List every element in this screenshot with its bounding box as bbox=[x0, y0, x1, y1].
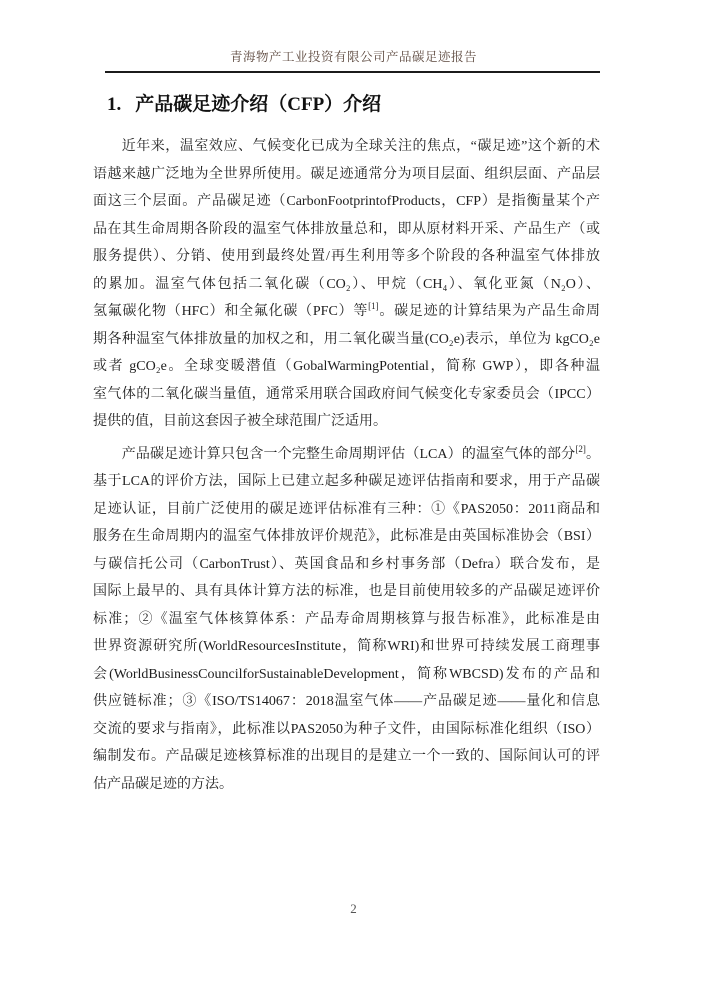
text-line: 足迹认证，目前广泛使用的碳足迹评估标准有三种：①《PAS2050：2011商品和 bbox=[93, 501, 600, 517]
text-line: 会(WorldBusinessCouncilforSustainableDevelopment，简称WBCSD)发布的产品和 bbox=[93, 666, 600, 682]
text-line: 期各种温室气体排放量的加权之和，用二氧化碳当量(CO₂e)表示，单位为 kgCO₂e bbox=[93, 331, 600, 347]
document-body bbox=[93, 133, 600, 798]
text-line: 服务提供）、分销、使用到最终处置/再生利用等多个阶段的各种温室气体排放 bbox=[93, 249, 600, 264]
text-line: 或者 gCO₂e。全球变暖潜值（GobalWarmingPotential，简称 GWP），即各种温 bbox=[93, 359, 600, 374]
text-line: 世界资源研究所(WorldResourcesInstitute，简称WRI)和世界可持续发展工商理事 bbox=[93, 639, 600, 654]
text-segment: 。碳足迹的计算结果为产品生命周 bbox=[378, 304, 600, 319]
text-line: 与碳信托公司（CarbonTrust）、英国食品和乡村事务部（Defra）联合发布，是 bbox=[93, 556, 600, 572]
text-line: 近年来，温室效应、气候变化已成为全球关注的焦点，“碳足迹”这个新的术 bbox=[121, 139, 600, 154]
paragraph-cfp-intro bbox=[93, 133, 600, 436]
page-header-title: 青海物产工业投资有限公司产品碳足迹报告 bbox=[229, 50, 477, 64]
text-line: 面这三个层面。产品碳足迹（CarbonFootprintofProducts，CFP）是指衡量某个产 bbox=[93, 194, 600, 209]
text-line: 供应链标准；③《ISO/TS14067：2018温室气体——产品碳足迹——量化和信息 bbox=[93, 694, 600, 709]
text-line: 国际上最早的、具有具体计算方法的标准，也是目前使用较多的产品碳足迹评价 bbox=[93, 584, 600, 599]
text-line: 编制发布。产品碳足迹核算标准的出现目的是建立一个一致的、国际间认可的评 bbox=[93, 749, 600, 764]
text-line: 提供的值，目前这套因子被全球范围广泛适用。 bbox=[93, 414, 387, 429]
text-segment: 。 bbox=[585, 446, 601, 462]
text-line: 服务在生命周期内的温室气体排放评价规范》，此标准是由英国标准协会（BSI） bbox=[93, 529, 600, 544]
paragraph-cfp-standards bbox=[93, 441, 600, 799]
text-segment: 产品碳足迹计算只包含一个完整生命周期评估（LCA）的温室气体的部分 bbox=[121, 446, 576, 462]
section-number: 1. bbox=[107, 94, 122, 115]
section-heading bbox=[107, 91, 381, 119]
citation-ref-2: [2] bbox=[575, 443, 586, 454]
citation-ref-1: [1] bbox=[368, 301, 379, 311]
text-line: 基于LCA的评价方法，国际上已建立起多种碳足迹评估指南和要求，用于产品碳 bbox=[93, 474, 600, 489]
text-line: 估产品碳足迹的方法。 bbox=[93, 776, 233, 792]
text-line bbox=[93, 298, 600, 326]
section-title: 产品碳足迹介绍（CFP）介绍 bbox=[135, 94, 382, 115]
text-line: 交流的要求与指南》，此标准以PAS2050为种子文件，由国际标准化组织（ISO） bbox=[93, 721, 600, 737]
page-number: 2 bbox=[350, 901, 357, 916]
text-line bbox=[93, 441, 600, 469]
text-line: 品在其生命周期各阶段的温室气体排放量总和，即从原材料开采、产品生产（或 bbox=[93, 221, 600, 237]
text-line: 室气体的二氧化碳当量值，通常采用联合国政府间气候变化专家委员会（IPCC） bbox=[93, 386, 600, 402]
header-rule bbox=[105, 71, 600, 73]
text-line: 的累加。温室气体包括二氧化碳（CO₂）、甲烷（CH₄）、氧化亚氮（N₂O）、 bbox=[93, 276, 600, 292]
text-segment: 氢氟碳化物（HFC）和全氟化碳（PFC）等 bbox=[93, 304, 369, 319]
text-line: 语越来越广泛地为全世界所使用。碳足迹通常分为项目层面、组织层面、产品层 bbox=[93, 166, 600, 182]
text-line: 标准；②《温室气体核算体系：产品寿命周期核算与报告标准》，此标准是由 bbox=[93, 611, 600, 627]
